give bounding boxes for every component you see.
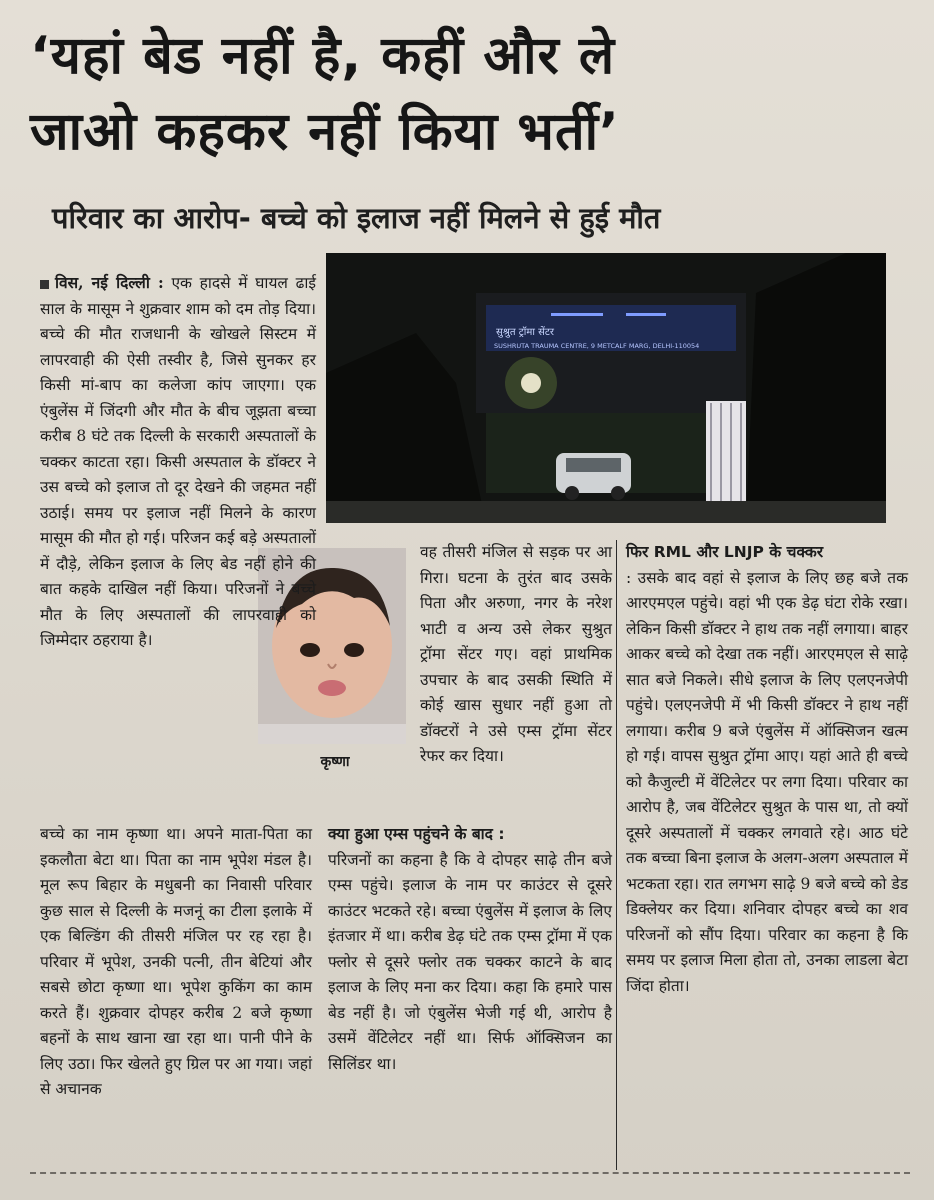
- column-1-paragraph-1: [40, 270, 316, 654]
- column-1-bottom: [40, 822, 312, 1103]
- headline-line-1: ‘यहां बेड नहीं है, कहीं और ले: [30, 26, 616, 86]
- column-2-bottom: [328, 822, 612, 1077]
- column-3: [626, 540, 908, 999]
- column-2-text-1: वह तीसरी मंजिल से सड़क पर आ गिरा। घटना के तुरंत बाद उसके पिता और अरुणा, नगर के नरेश भाटी व अन्य उसे लेकर सुश्रुत ट्रॉमा सेंटर गए। वहां प्राथमिक उपचार के बाद उसकी स्थिति में कोई खास सुधार नहीं हुआ तो डॉक्टरों ने उसे एम्स ट्रॉमा सेंटर रेफर कर दिया।: [420, 543, 612, 765]
- column-2-subhead: क्या हुआ एम्स पहुंचने के बाद :: [328, 825, 505, 843]
- trauma-centre-photo: [326, 253, 886, 523]
- bullet-icon: [40, 280, 49, 289]
- trauma-centre-scene: [326, 253, 886, 523]
- photo-caption: कृष्णा: [320, 754, 350, 770]
- subheadline: परिवार का आरोप- बच्चे को इलाज नहीं मिलने से हुई मौत: [52, 201, 661, 235]
- headline-line-2: जाओ कहकर नहीं किया भर्ती’: [30, 102, 620, 162]
- column-2-text-2: परिजनों का कहना है कि वे दोपहर साढ़े तीन बजे एम्स पहुंचे। इलाज के नाम पर काउंटर से दूसरे काउंटर भटकते रहे। बच्चा एंबुलेंस में इलाज के लिए इंतजार में था। करीब डेढ़ घंटे तक एम्स ट्रॉमा में एक फ्लोर से दूसरे फ्लोर तक चक्कर काटने के बाद इलाज के लिए मना कर दिया। कहा कि हमारे पास बेड नहीं है। जो एंबुलेंस भेजी गई थी, आरोप है उसमें वेंटिलेटर नहीं था। सिर्फ ऑक्सिजन का सिलिंडर था।: [328, 850, 612, 1073]
- bottom-dashed-rule: [30, 1172, 910, 1174]
- column-3-text: : उसके बाद वहां से इलाज के लिए छह बजे तक आरएमएल पहुंचे। वहां भी एक डेढ़ घंटा रोके रखा। लेकिन किसी डॉक्टर ने हाथ तक नहीं लगाया। बाहर आकर बच्चे को देखा तक नहीं। आरएमएल से साढ़े सात बजे निकले। सीधे इलाज के लिए एलएनजेपी पहुंचे। एलएनजेपी में भी किसी डॉक्टर ने हाथ नहीं लगाया। करीब 9 बजे एंबुलेंस में ऑक्सिजन खत्म हो गई। वापस सुश्रुत ट्रॉमा आए। यहां आते ही बच्चे को कैजुल्टी में वेंटिलेटर पर लगा दिया। परिवार का आरोप है, जब वेंटिलेटर सुश्रुत के पास था, तो क्यों दूसरे अस्पतालों में चक्कर लगवाते रहे। आठ घंटे तक बच्चा बिना इलाज के अलग-अलग अस्पताल में भटकता रहा। रात लगभग साढ़े 9 बजे बच्चे को डेड डिक्लेयर कर दिया। शनिवार दोपहर बच्चे का शव परिजनों को सौंप दिया। परिवार का कहना है कि समय पर इलाज मिला होता तो, उनका लाडला बेटा जिंदा होता।: [626, 568, 908, 995]
- headline: [30, 18, 920, 170]
- column-1-text-1: एक हादसे में घायल ढाई साल के मासूम ने शुक्रवार शाम को दम तोड़ दिया। बच्चे की मौत राजधानी के खोखले सिस्टम में लापरवाही की ऐसी तस्वीर है, जिसे सुनकर हर किसी मां-बाप का कलेजा कांप जाएगा। एक एंबुलेंस में जिंदगी और मौत के बीच जूझता बच्चा करीब 8 घंटे तक दिल्ली के सरकारी अस्पतालों के चक्कर काटता रहा। किसी अस्पताल के डॉक्टर ने उस बच्चे को इलाज तो दूर देखने की जहमत नहीं उठाई। समय पर इलाज नहीं मिलने के कारण मासूम की मौत हो गई। परिजन कई बड़े अस्पतालों में दौड़े, लेकिन इलाज के लिए बेड नहीं होने की बात कहके दाखिल नहीं किया। परिजनों ने बच्चे मौत के लिए अस्पतालों की लापरवाही को जिम्मेदार ठहराया है।: [40, 274, 317, 649]
- sign-text-hindi: सुश्रुत ट्रॉमा सेंटर: [496, 327, 554, 338]
- column-1-top: [40, 270, 316, 654]
- column-3-subhead: फिर RML और LNJP के चक्कर: [626, 543, 824, 561]
- sign-text-english: SUSHRUTA TRAUMA CENTRE, 9 METCALF MARG, DELHI-110054: [494, 342, 700, 350]
- column-divider: [616, 540, 617, 1170]
- column-1-text-2: बच्चे का नाम कृष्णा था। अपने माता-पिता का इकलौता बेटा था। पिता का नाम भूपेश मंडल है। मूल रूप बिहार के मधुबनी का निवासी परिवार कुछ साल से दिल्ली के मजनूं का टीला इलाके में एक बिल्डिंग की तीसरी मंजिल पर रह रहा है। परिवार में भूपेश, उनकी पत्नी, तीन बेटियां और सबसे छोटा कृष्णा था। भूपेश कुकिंग का काम करते हैं। शुक्रवार दोपहर करीब 2 बजे कृष्णा बहनों के साथ खाना खा रहा था। पानी पीने के लिए उठा। फिर खेलते हुए ग्रिल पर आ गया। जहां से अचानक: [40, 825, 312, 1098]
- column-2-top: [420, 540, 612, 770]
- dateline: विस, नई दिल्ली :: [55, 273, 164, 292]
